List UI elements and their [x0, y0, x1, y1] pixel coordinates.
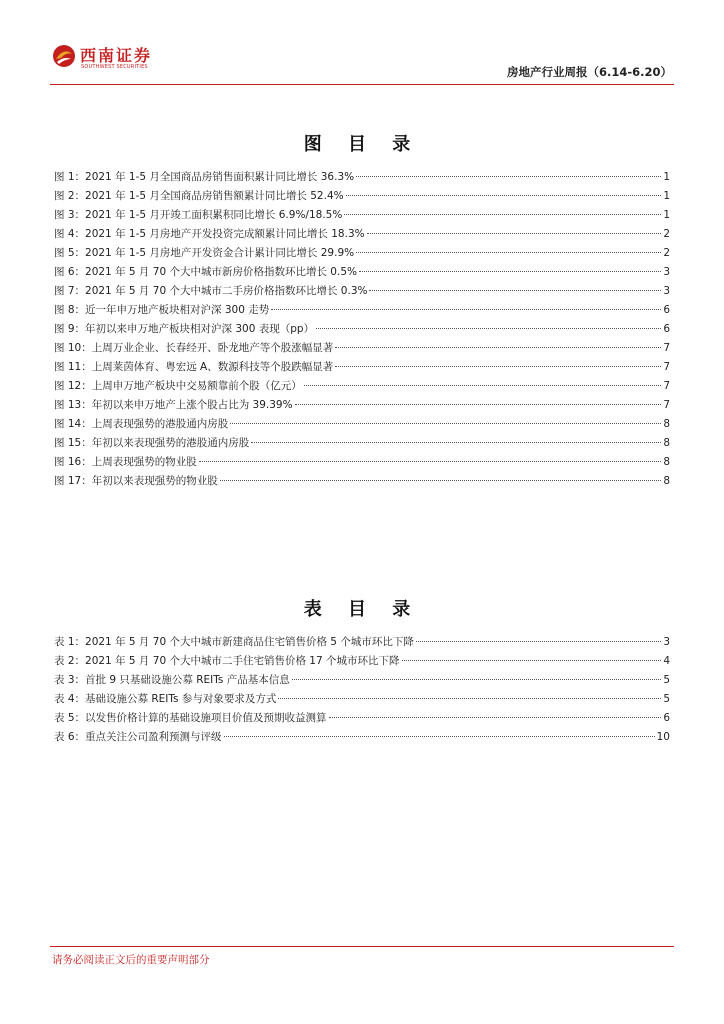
logo-english-name: SOUTHWEST SECURITIES [81, 64, 148, 70]
toc-dot-leader [295, 404, 662, 405]
figures-toc-title: 图 目 录 [303, 134, 421, 155]
logo-chinese-name: 西南证券 [80, 46, 153, 65]
toc-page-number[interactable]: 2 [663, 228, 670, 240]
toc-entry-label[interactable]: 表 3：首批 9 只基础设施公募 REITs 产品基本信息 [54, 674, 290, 686]
figure-toc-entry[interactable] [54, 340, 670, 359]
toc-page-number[interactable]: 7 [663, 361, 670, 373]
toc-entry-label[interactable]: 图 6：2021 年 5 月 70 个大中城市新房价格指数环比增长 0.5% [54, 266, 357, 278]
page-header [50, 38, 674, 84]
footer-divider [50, 946, 674, 947]
toc-dot-leader [271, 309, 661, 310]
toc-entry-label[interactable]: 表 5：以发售价格计算的基础设施项目价值及预期收益测算 [54, 712, 327, 724]
toc-dot-leader [369, 290, 661, 291]
toc-dot-leader [278, 698, 661, 699]
figure-toc-entry[interactable] [54, 169, 670, 188]
toc-dot-leader [335, 347, 661, 348]
figure-toc-entry[interactable] [54, 302, 670, 321]
table-toc-entry[interactable] [54, 691, 670, 710]
header-divider [50, 84, 674, 85]
table-toc-entry[interactable] [54, 710, 670, 729]
toc-page-number[interactable]: 8 [663, 437, 670, 449]
toc-page-number[interactable]: 10 [656, 731, 670, 743]
toc-entry-label[interactable]: 图 9：年初以来申万地产板块相对沪深 300 表现（pp） [54, 323, 315, 335]
figure-toc-entry[interactable] [54, 435, 670, 454]
toc-dot-leader [230, 423, 661, 424]
toc-entry-label[interactable]: 表 2：2021 年 5 月 70 个大中城市二手住宅销售价格 17 个城市环比下降 [54, 655, 400, 667]
toc-dot-leader [359, 271, 661, 272]
toc-page-number[interactable]: 7 [663, 342, 670, 354]
toc-entry-label[interactable]: 图 1：2021 年 1-5 月全国商品房销售面积累计同比增长 36.3% [54, 171, 355, 183]
toc-dot-leader [224, 736, 655, 737]
toc-dot-leader [416, 641, 661, 642]
figure-toc-entry[interactable] [54, 321, 670, 340]
toc-dot-leader [329, 717, 662, 718]
figure-toc-entry[interactable] [54, 378, 670, 397]
toc-dot-leader [356, 176, 661, 177]
toc-entry-label[interactable]: 图 14：上周表现强势的港股通内房股 [54, 418, 229, 430]
toc-page-number[interactable]: 3 [663, 285, 670, 297]
toc-dot-leader [220, 480, 662, 481]
toc-entry-label[interactable]: 图 5：2021 年 1-5 月房地产开发资金合计累计同比增长 29.9% [54, 247, 355, 259]
toc-page-number[interactable]: 7 [663, 399, 670, 411]
toc-page-number[interactable]: 2 [663, 247, 670, 259]
toc-page-number[interactable]: 6 [663, 712, 670, 724]
company-logo [50, 42, 170, 74]
toc-dot-leader [335, 366, 661, 367]
toc-page-number[interactable]: 8 [663, 475, 670, 487]
toc-page-number[interactable]: 7 [663, 380, 670, 392]
table-toc-entry[interactable] [54, 672, 670, 691]
toc-dot-leader [346, 195, 662, 196]
toc-page-number[interactable]: 5 [663, 693, 670, 705]
toc-page-number[interactable]: 6 [663, 323, 670, 335]
toc-dot-leader [251, 442, 661, 443]
toc-page-number[interactable]: 5 [663, 674, 670, 686]
figure-toc-entry[interactable] [54, 359, 670, 378]
report-title: 房地产行业周报（6.14-6.20） [506, 65, 672, 79]
toc-entry-label[interactable]: 图 11：上周莱茵体育、粤宏远 A、数源科技等个股跌幅显著 [54, 361, 334, 373]
toc-dot-leader [367, 233, 662, 234]
table-toc-entry[interactable] [54, 634, 670, 653]
figure-toc-entry[interactable] [54, 397, 670, 416]
figure-toc-entry[interactable] [54, 264, 670, 283]
toc-entry-label[interactable]: 图 17：年初以来表现强势的物业股 [54, 475, 218, 487]
figure-toc-entry[interactable] [54, 188, 670, 207]
toc-dot-leader [292, 679, 662, 680]
toc-entry-label[interactable]: 图 15：年初以来表现强势的港股通内房股 [54, 437, 250, 449]
toc-dot-leader [316, 328, 661, 329]
figure-toc-entry[interactable] [54, 245, 670, 264]
toc-page-number[interactable]: 4 [663, 655, 670, 667]
toc-dot-leader [304, 385, 662, 386]
toc-dot-leader [199, 461, 662, 462]
toc-dot-leader [356, 252, 661, 253]
table-toc-entry[interactable] [54, 729, 670, 748]
toc-entry-label[interactable]: 图 13：年初以来申万地产上涨个股占比为 39.39% [54, 399, 293, 411]
toc-page-number[interactable]: 8 [663, 418, 670, 430]
toc-page-number[interactable]: 6 [663, 304, 670, 316]
figures-toc-list [54, 169, 670, 492]
figure-toc-entry[interactable] [54, 454, 670, 473]
toc-page-number[interactable]: 3 [663, 636, 670, 648]
toc-entry-label[interactable]: 图 10：上周万业企业、长春经开、卧龙地产等个股涨幅显著 [54, 342, 334, 354]
tables-toc-list [54, 634, 670, 748]
toc-entry-label[interactable]: 图 4：2021 年 1-5 月房地产开发投资完成额累计同比增长 18.3% [54, 228, 365, 240]
toc-entry-label[interactable]: 图 2：2021 年 1-5 月全国商品房销售额累计同比增长 52.4% [54, 190, 344, 202]
toc-entry-label[interactable]: 图 8：近一年申万地产板块相对沪深 300 走势 [54, 304, 270, 316]
toc-entry-label[interactable]: 图 12：上周申万地产板块中交易额靠前个股（亿元） [54, 380, 302, 392]
figure-toc-entry[interactable] [54, 473, 670, 492]
footer-disclaimer-note: 请务必阅读正文后的重要声明部分 [52, 954, 210, 966]
toc-page-number[interactable]: 3 [663, 266, 670, 278]
toc-page-number[interactable]: 1 [663, 190, 670, 202]
toc-entry-label[interactable]: 图 3：2021 年 1-5 月开竣工面积累积同比增长 6.9%/18.5% [54, 209, 343, 221]
table-toc-entry[interactable] [54, 653, 670, 672]
figure-toc-entry[interactable] [54, 416, 670, 435]
toc-entry-label[interactable]: 图 16：上周表现强势的物业股 [54, 456, 197, 468]
toc-page-number[interactable]: 1 [663, 171, 670, 183]
toc-dot-leader [344, 214, 661, 215]
toc-entry-label[interactable]: 表 1：2021 年 5 月 70 个大中城市新建商品住宅销售价格 5 个城市环比下降 [54, 636, 414, 648]
figure-toc-entry[interactable] [54, 283, 670, 302]
toc-page-number[interactable]: 8 [663, 456, 670, 468]
toc-entry-label[interactable]: 表 4：基础设施公募 REITs 参与对象要求及方式 [54, 693, 277, 705]
toc-page-number[interactable]: 1 [663, 209, 670, 221]
tables-toc-title: 表 目 录 [303, 599, 421, 620]
figure-toc-entry[interactable] [54, 226, 670, 245]
figure-toc-entry[interactable] [54, 207, 670, 226]
toc-dot-leader [402, 660, 662, 661]
toc-entry-label[interactable]: 表 6：重点关注公司盈利预测与评级 [54, 731, 222, 743]
logo-emblem-icon [52, 44, 76, 68]
toc-entry-label[interactable]: 图 7：2021 年 5 月 70 个大中城市二手房价格指数环比增长 0.3% [54, 285, 368, 297]
